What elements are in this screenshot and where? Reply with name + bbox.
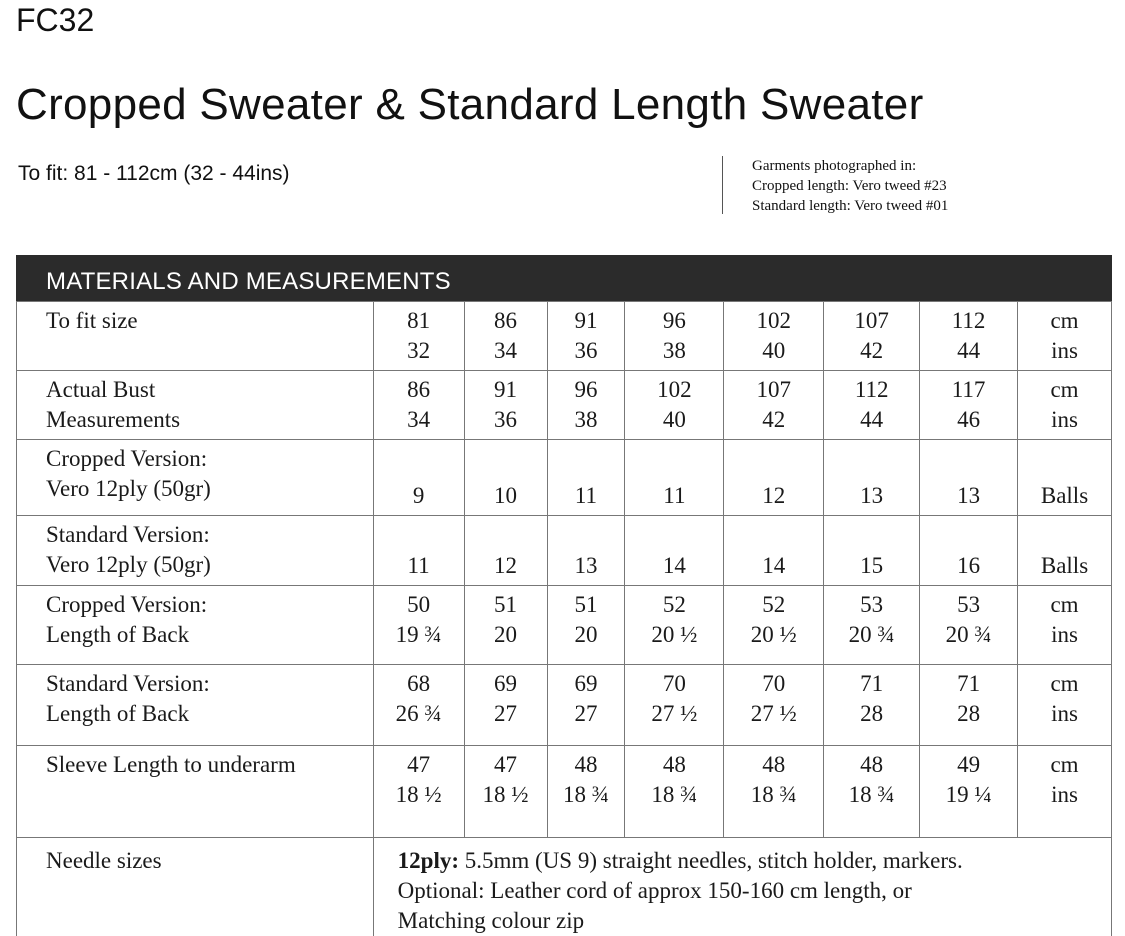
row-label-line: Vero 12ply (50gr) — [46, 552, 211, 577]
cell-value: 18 ½ — [395, 782, 442, 807]
cell-value: 18 ¾ — [651, 782, 698, 807]
cell-value: 107 — [854, 308, 889, 333]
cell-value: 13 — [957, 483, 981, 508]
cell-value: 14 — [662, 553, 686, 578]
table-cell — [625, 371, 724, 440]
table-cell — [724, 440, 824, 516]
row-label-line: Cropped Version: — [46, 592, 208, 617]
table-cell — [824, 440, 920, 516]
cell-value: 19 ¾ — [395, 622, 442, 647]
cell-value: 69 — [494, 671, 518, 696]
table-cell — [547, 746, 625, 838]
unit-label: ins — [1051, 407, 1078, 432]
table-cell — [464, 746, 547, 838]
table-cell — [373, 586, 464, 665]
row-label-line: Actual Bust — [46, 377, 156, 402]
table-cell — [824, 746, 920, 838]
cell-value: 28 — [860, 701, 884, 726]
table-cell — [464, 371, 547, 440]
cell-value: 117 — [951, 377, 986, 402]
cell-value: 40 — [762, 338, 786, 363]
table-cell — [824, 586, 920, 665]
cell-value: 44 — [957, 338, 981, 363]
table-cell — [724, 516, 824, 586]
cell-value: 81 — [407, 308, 431, 333]
unit-cell — [1018, 665, 1112, 746]
needle-line-2: Optional: Leather cord of approx 150-160 cm length, or — [397, 878, 912, 903]
table-cell — [464, 440, 547, 516]
table-cell — [920, 586, 1018, 665]
cell-value: 11 — [574, 483, 598, 508]
table-cell — [625, 665, 724, 746]
table-cell — [464, 586, 547, 665]
unit-label: Balls — [1040, 553, 1089, 578]
table-cell — [824, 516, 920, 586]
cell-value: 50 — [407, 592, 431, 617]
table-cell — [547, 586, 625, 665]
row-label — [17, 746, 374, 838]
unit-label: cm — [1050, 671, 1079, 696]
table-cell — [724, 665, 824, 746]
table-cell — [373, 746, 464, 838]
photographed-note — [752, 156, 948, 216]
unit-label: cm — [1050, 592, 1079, 617]
cell-value: 20 — [574, 622, 598, 647]
pattern-code: FC32 — [16, 2, 95, 38]
cell-value: 52 — [662, 592, 686, 617]
cell-value: 18 ¾ — [750, 782, 797, 807]
row-label — [17, 665, 374, 746]
cell-value: 112 — [854, 377, 889, 402]
row-label-line: Measurements — [46, 407, 181, 432]
cell-value: 44 — [860, 407, 884, 432]
photographed-cropped: Cropped length: Vero tweed #23 — [752, 178, 947, 194]
unit-label: ins — [1051, 622, 1078, 647]
table-cell — [625, 440, 724, 516]
cell-value: 13 — [860, 483, 884, 508]
table-cell — [464, 302, 547, 371]
cell-value: 11 — [663, 483, 686, 508]
table-cell — [373, 302, 464, 371]
table-cell — [920, 665, 1018, 746]
cell-value: 19 ¼ — [945, 782, 992, 807]
cell-value: 32 — [407, 338, 431, 363]
row-label-line: Length of Back — [46, 701, 190, 726]
cell-value: 34 — [407, 407, 431, 432]
row-label — [17, 440, 374, 516]
table-cell — [373, 440, 464, 516]
cell-value: 40 — [662, 407, 686, 432]
unit-cell — [1018, 371, 1112, 440]
row-label-line: Cropped Version: — [46, 446, 208, 471]
table-cell — [920, 302, 1018, 371]
table-cell — [547, 302, 625, 371]
cell-value: 28 — [957, 701, 981, 726]
table-cell — [625, 586, 724, 665]
cell-value: 36 — [494, 407, 518, 432]
cell-value: 36 — [574, 338, 598, 363]
cell-value: 11 — [407, 553, 430, 578]
divider — [722, 156, 723, 214]
needle-line-3: Matching colour zip — [397, 908, 585, 933]
table-cell — [724, 302, 824, 371]
needle-line-1: 5.5mm (US 9) straight needles, stitch holder, markers. — [459, 848, 963, 873]
row-label — [17, 371, 374, 440]
cell-value: 27 — [574, 701, 598, 726]
cell-value: 9 — [412, 483, 425, 508]
unit-label: cm — [1050, 752, 1079, 777]
table-cell — [724, 371, 824, 440]
unit-label: cm — [1050, 377, 1079, 402]
row-label-line: Length of Back — [46, 622, 190, 647]
cell-value: 20 ½ — [750, 622, 797, 647]
table-cell — [724, 746, 824, 838]
cell-value: 42 — [762, 407, 786, 432]
page-title: Cropped Sweater & Standard Length Sweater — [16, 80, 924, 129]
cell-value: 20 ½ — [651, 622, 698, 647]
row-label-line: Standard Version: — [46, 671, 210, 696]
cell-value: 12 — [494, 553, 518, 578]
unit-label: cm — [1050, 308, 1079, 333]
cell-value: 69 — [574, 671, 598, 696]
table-cell — [373, 665, 464, 746]
needle-bold: 12ply: — [397, 848, 459, 873]
table-row — [17, 586, 1112, 665]
cell-value: 27 — [494, 701, 518, 726]
cell-value: 53 — [860, 592, 884, 617]
row-label-line: Sleeve Length to underarm — [46, 752, 296, 777]
table-cell — [920, 371, 1018, 440]
table-row — [17, 746, 1112, 838]
row-label — [17, 302, 374, 371]
measurements-table — [16, 301, 1112, 936]
table-row — [17, 440, 1112, 516]
cell-value: 38 — [574, 407, 598, 432]
cell-value: 47 — [494, 752, 518, 777]
photographed-standard: Standard length: Vero tweed #01 — [752, 198, 949, 214]
needle-label: Needle sizes — [17, 838, 374, 936]
unit-label: ins — [1051, 338, 1078, 363]
cell-value: 107 — [756, 377, 792, 402]
to-fit-text: To fit: 81 - 112cm (32 - 44ins) — [18, 162, 290, 185]
table-cell — [824, 371, 920, 440]
table-cell — [625, 746, 724, 838]
cell-value: 48 — [762, 752, 786, 777]
cell-value: 18 ¾ — [562, 782, 609, 807]
table-row — [17, 665, 1112, 746]
cell-value: 96 — [662, 308, 686, 333]
cell-value: 42 — [860, 338, 884, 363]
table-cell — [547, 665, 625, 746]
cell-value: 20 — [494, 622, 518, 647]
cell-value: 51 — [494, 592, 518, 617]
table-cell — [547, 371, 625, 440]
cell-value: 86 — [407, 377, 431, 402]
cell-value: 13 — [574, 553, 598, 578]
cell-value: 70 — [762, 671, 786, 696]
table-cell — [373, 371, 464, 440]
cell-value: 96 — [574, 377, 598, 402]
cell-value: 53 — [957, 592, 981, 617]
cell-value: 14 — [762, 553, 786, 578]
cell-value: 52 — [762, 592, 786, 617]
cell-value: 102 — [756, 308, 792, 333]
needle-row — [17, 838, 1112, 936]
cell-value: 91 — [574, 308, 598, 333]
table-cell — [547, 440, 625, 516]
cell-value: 20 ¾ — [945, 622, 992, 647]
table-cell — [625, 302, 724, 371]
cell-value: 38 — [662, 338, 686, 363]
row-label — [17, 586, 374, 665]
cell-value: 27 ½ — [651, 701, 698, 726]
photographed-heading: Garments photographed in: — [752, 158, 917, 174]
unit-cell — [1018, 516, 1112, 586]
cell-value: 12 — [762, 483, 786, 508]
cell-value: 68 — [407, 671, 431, 696]
cell-value: 18 ½ — [482, 782, 529, 807]
unit-cell — [1018, 586, 1112, 665]
cell-value: 16 — [957, 553, 981, 578]
table-cell — [547, 516, 625, 586]
cell-value: 86 — [494, 308, 518, 333]
cell-value: 34 — [494, 338, 518, 363]
row-label-line: To fit size — [46, 308, 138, 333]
needle-details — [373, 838, 1111, 936]
table-cell — [920, 516, 1018, 586]
cell-value: 15 — [860, 553, 884, 578]
table-cell — [824, 665, 920, 746]
cell-value: 71 — [957, 671, 981, 696]
unit-label: ins — [1051, 701, 1078, 726]
cell-value: 48 — [860, 752, 884, 777]
cell-value: 71 — [860, 671, 884, 696]
table-cell — [920, 746, 1018, 838]
table-cell — [464, 665, 547, 746]
cell-value: 48 — [574, 752, 598, 777]
cell-value: 46 — [957, 407, 981, 432]
cell-value: 47 — [407, 752, 431, 777]
table-cell — [625, 516, 724, 586]
table-cell — [920, 440, 1018, 516]
unit-label: Balls — [1040, 483, 1089, 508]
cell-value: 10 — [494, 483, 518, 508]
cell-value: 112 — [951, 308, 986, 333]
row-label-line: Standard Version: — [46, 522, 210, 547]
unit-cell — [1018, 440, 1112, 516]
cell-value: 49 — [957, 752, 981, 777]
table-row — [17, 371, 1112, 440]
cell-value: 102 — [657, 377, 692, 402]
table-cell — [373, 516, 464, 586]
cell-value: 70 — [662, 671, 686, 696]
cell-value: 51 — [574, 592, 598, 617]
unit-cell — [1018, 746, 1112, 838]
section-header: MATERIALS AND MEASUREMENTS — [16, 255, 1112, 301]
table-cell — [724, 586, 824, 665]
cell-value: 20 ¾ — [848, 622, 895, 647]
cell-value: 91 — [494, 377, 518, 402]
table-cell — [464, 516, 547, 586]
cell-value: 26 ¾ — [395, 701, 442, 726]
row-label — [17, 516, 374, 586]
unit-label: ins — [1051, 782, 1078, 807]
cell-value: 48 — [662, 752, 686, 777]
table-cell — [824, 302, 920, 371]
cell-value: 18 ¾ — [848, 782, 895, 807]
unit-cell — [1018, 302, 1112, 371]
row-label-line: Vero 12ply (50gr) — [46, 476, 211, 501]
table-row — [17, 516, 1112, 586]
table-row — [17, 302, 1112, 371]
cell-value: 27 ½ — [750, 701, 797, 726]
